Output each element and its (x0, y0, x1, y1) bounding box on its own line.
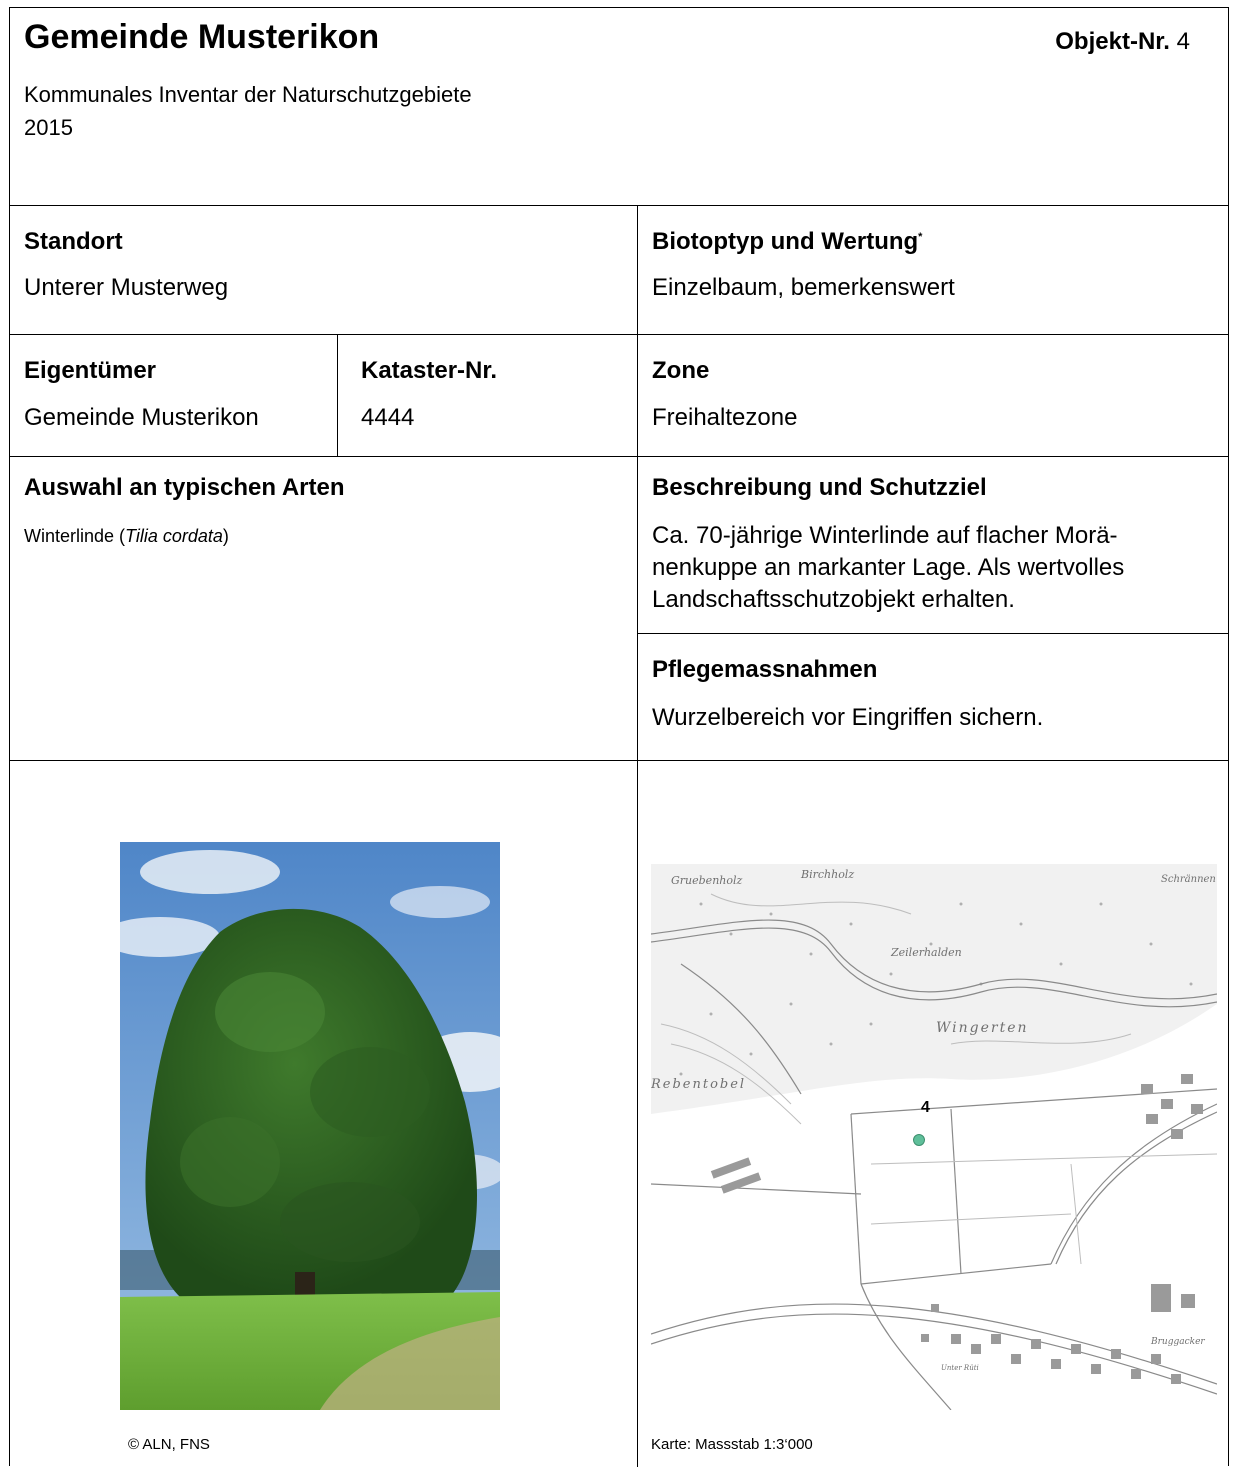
eigentuemer-label: Eigentümer (24, 357, 157, 384)
page-title: Gemeinde Musterikon (24, 18, 380, 56)
pflege-value: Wurzelbereich vor Eingriffen sichern. (652, 704, 1044, 731)
arten-label: Auswahl an typischen Arten (24, 474, 345, 501)
divider (10, 334, 1228, 335)
arten-common: Winterlinde ( (24, 526, 126, 546)
location-map (651, 864, 1217, 1410)
beschreibung-label: Beschreibung und Schutzziel (652, 474, 987, 501)
map-place-name: Bruggacker (1151, 1337, 1205, 1347)
standort-value: Unterer Musterweg (24, 274, 229, 301)
map-place-name: Wingerten (936, 1020, 1029, 1036)
standort-label: Standort (24, 228, 123, 255)
pflege-label: Pflegemassnahmen (652, 656, 878, 683)
divider (10, 760, 1228, 761)
arten-value (24, 526, 229, 547)
column-divider (637, 205, 638, 1467)
map-caption: Karte: Massstab 1:3‘000 (651, 1436, 813, 1453)
subtitle (24, 78, 472, 144)
subtitle-text: Kommunales Inventar der Naturschutzgebiete (24, 82, 472, 107)
beschreibung-text (652, 520, 1124, 616)
inventory-sheet (9, 7, 1229, 1466)
zone-value: Freihaltezone (652, 404, 798, 431)
object-number-label: Objekt-Nr. (1055, 28, 1170, 55)
map-place-name: Rebentobel (651, 1077, 747, 1092)
map-place-name: Gruebenholz (671, 874, 743, 887)
map-place-name: Birchholz (801, 868, 855, 881)
divider (10, 205, 1228, 206)
kataster-label: Kataster-Nr. (361, 357, 498, 384)
beschreibung-line: nenkuppe an markanter Lage. Als wertvolles (652, 554, 1125, 581)
column-divider (337, 334, 338, 456)
eigentuemer-value: Gemeinde Musterikon (24, 404, 259, 431)
map-place-name: Zeilerhalden (891, 946, 962, 959)
object-number (1055, 28, 1190, 56)
biotop-label (652, 228, 922, 256)
divider (10, 456, 1228, 457)
location-marker (914, 1135, 925, 1146)
divider (637, 633, 1228, 634)
map-place-name: Schrännen (1161, 874, 1216, 885)
arten-latin: Tilia cordata (125, 526, 223, 546)
footnote-mark: * (918, 231, 923, 243)
zone-label: Zone (652, 357, 710, 384)
biotop-label-text: Biotoptyp und Wertung (652, 228, 919, 255)
biotop-value: Einzelbaum, bemerkenswert (652, 274, 955, 301)
object-number-value: 4 (1176, 28, 1190, 55)
beschreibung-line: Landschaftsschutzobjekt erhalten. (652, 586, 1015, 613)
tree-photo (120, 842, 500, 1410)
beschreibung-line: Ca. 70-jährige Winterlinde auf flacher Morä- (652, 522, 1118, 549)
map-place-name: Unter Rüti (941, 1364, 979, 1372)
photo-credit: © ALN, FNS (128, 1436, 210, 1453)
map-marker-label: 4 (921, 1099, 930, 1116)
subtitle-year: 2015 (24, 115, 73, 140)
kataster-value: 4444 (361, 404, 415, 431)
arten-close: ) (222, 526, 229, 546)
